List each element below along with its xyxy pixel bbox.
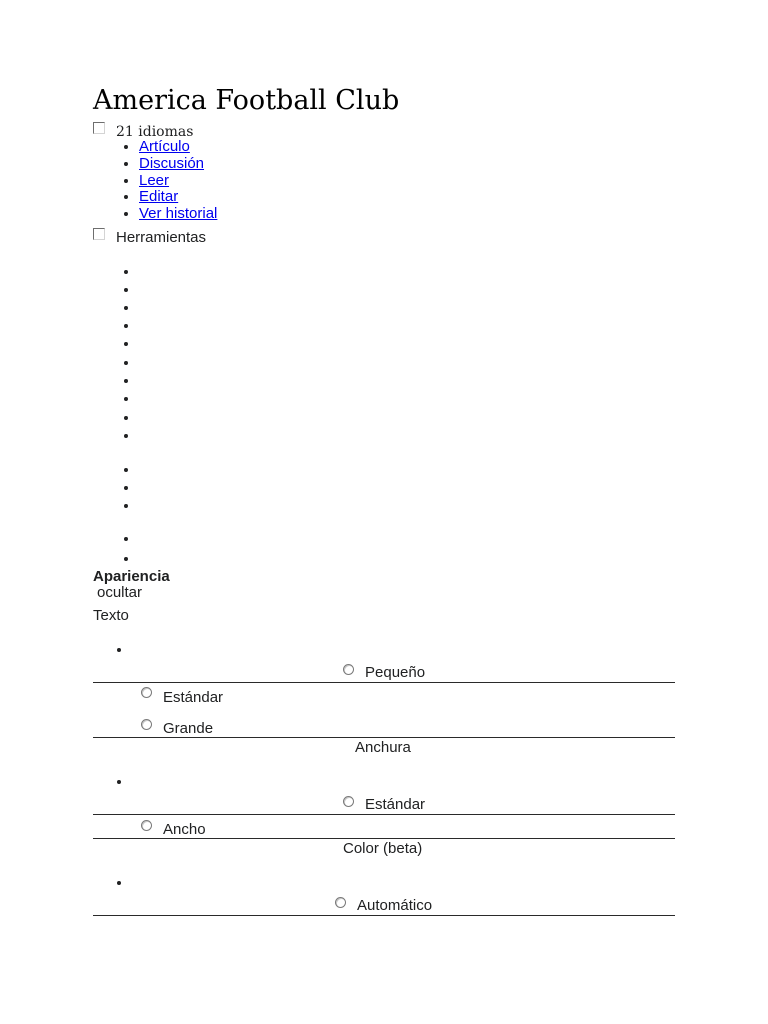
text-size-label: Texto: [93, 607, 129, 624]
divider: [93, 814, 675, 815]
tab-history-link[interactable]: Ver historial: [139, 205, 218, 223]
width-label: Anchura: [355, 739, 411, 756]
tab-history: [139, 206, 217, 223]
languages-label[interactable]: 21 idiomas: [116, 124, 194, 140]
tools-list-bullet: [124, 324, 128, 328]
color-bullet: [117, 881, 121, 885]
color-automatic-radio[interactable]: [335, 897, 346, 908]
tools-list-bullet: [124, 379, 128, 383]
width-wide-radio[interactable]: [141, 820, 152, 831]
text-size-bullet: [117, 648, 121, 652]
appearance-heading: Apariencia: [93, 568, 170, 585]
tab-article-link[interactable]: Artículo: [139, 138, 190, 155]
languages-checkbox[interactable]: [93, 122, 105, 134]
tools-checkbox[interactable]: [93, 228, 105, 240]
tab-edit: [139, 189, 217, 206]
tools-list-bullet: [124, 270, 128, 274]
tab-read: [139, 173, 217, 190]
tools-list-bullet: [124, 361, 128, 365]
text-size-small-label[interactable]: Pequeño: [365, 664, 426, 681]
tab-discussion: [139, 156, 217, 173]
page-title: America Football Club: [93, 85, 400, 116]
tools-list-bullet: [124, 557, 128, 561]
tab-edit-link[interactable]: Editar: [139, 188, 179, 206]
divider: [93, 915, 675, 916]
tools-label[interactable]: Herramientas: [116, 229, 207, 246]
tools-list-bullet: [124, 537, 128, 541]
divider: [93, 737, 675, 738]
tools-list-bullet: [124, 288, 128, 292]
text-size-standard-label[interactable]: Estándar: [163, 689, 224, 706]
tools-list-bullet: [124, 342, 128, 346]
tools-list-bullet: [124, 306, 128, 310]
width-wide-label[interactable]: Ancho: [163, 821, 206, 838]
appearance-hide-button[interactable]: ocultar: [97, 584, 143, 601]
divider: [93, 838, 675, 839]
tab-article: [139, 139, 217, 156]
tools-list-bullet: [124, 468, 128, 472]
tools-list-bullet: [124, 397, 128, 401]
tools-list-bullet: [124, 416, 128, 420]
tab-discussion-link[interactable]: Discusión: [139, 154, 205, 172]
tab-read-link[interactable]: Leer: [139, 171, 170, 189]
text-size-standard-radio[interactable]: [141, 687, 152, 698]
tools-list-bullet: [124, 504, 128, 508]
tools-list-bullet: [124, 486, 128, 490]
color-automatic-label[interactable]: Automático: [357, 897, 433, 914]
width-bullet: [117, 780, 121, 784]
text-size-small-radio[interactable]: [343, 664, 354, 675]
width-standard-radio[interactable]: [343, 796, 354, 807]
width-standard-label[interactable]: Estándar: [365, 796, 426, 813]
page-tabs: [93, 139, 217, 223]
text-size-large-label[interactable]: Grande: [163, 720, 214, 737]
tools-list-bullet: [124, 434, 128, 438]
color-label: Color (beta): [343, 840, 423, 857]
text-size-large-radio[interactable]: [141, 719, 152, 730]
divider: [93, 682, 675, 683]
